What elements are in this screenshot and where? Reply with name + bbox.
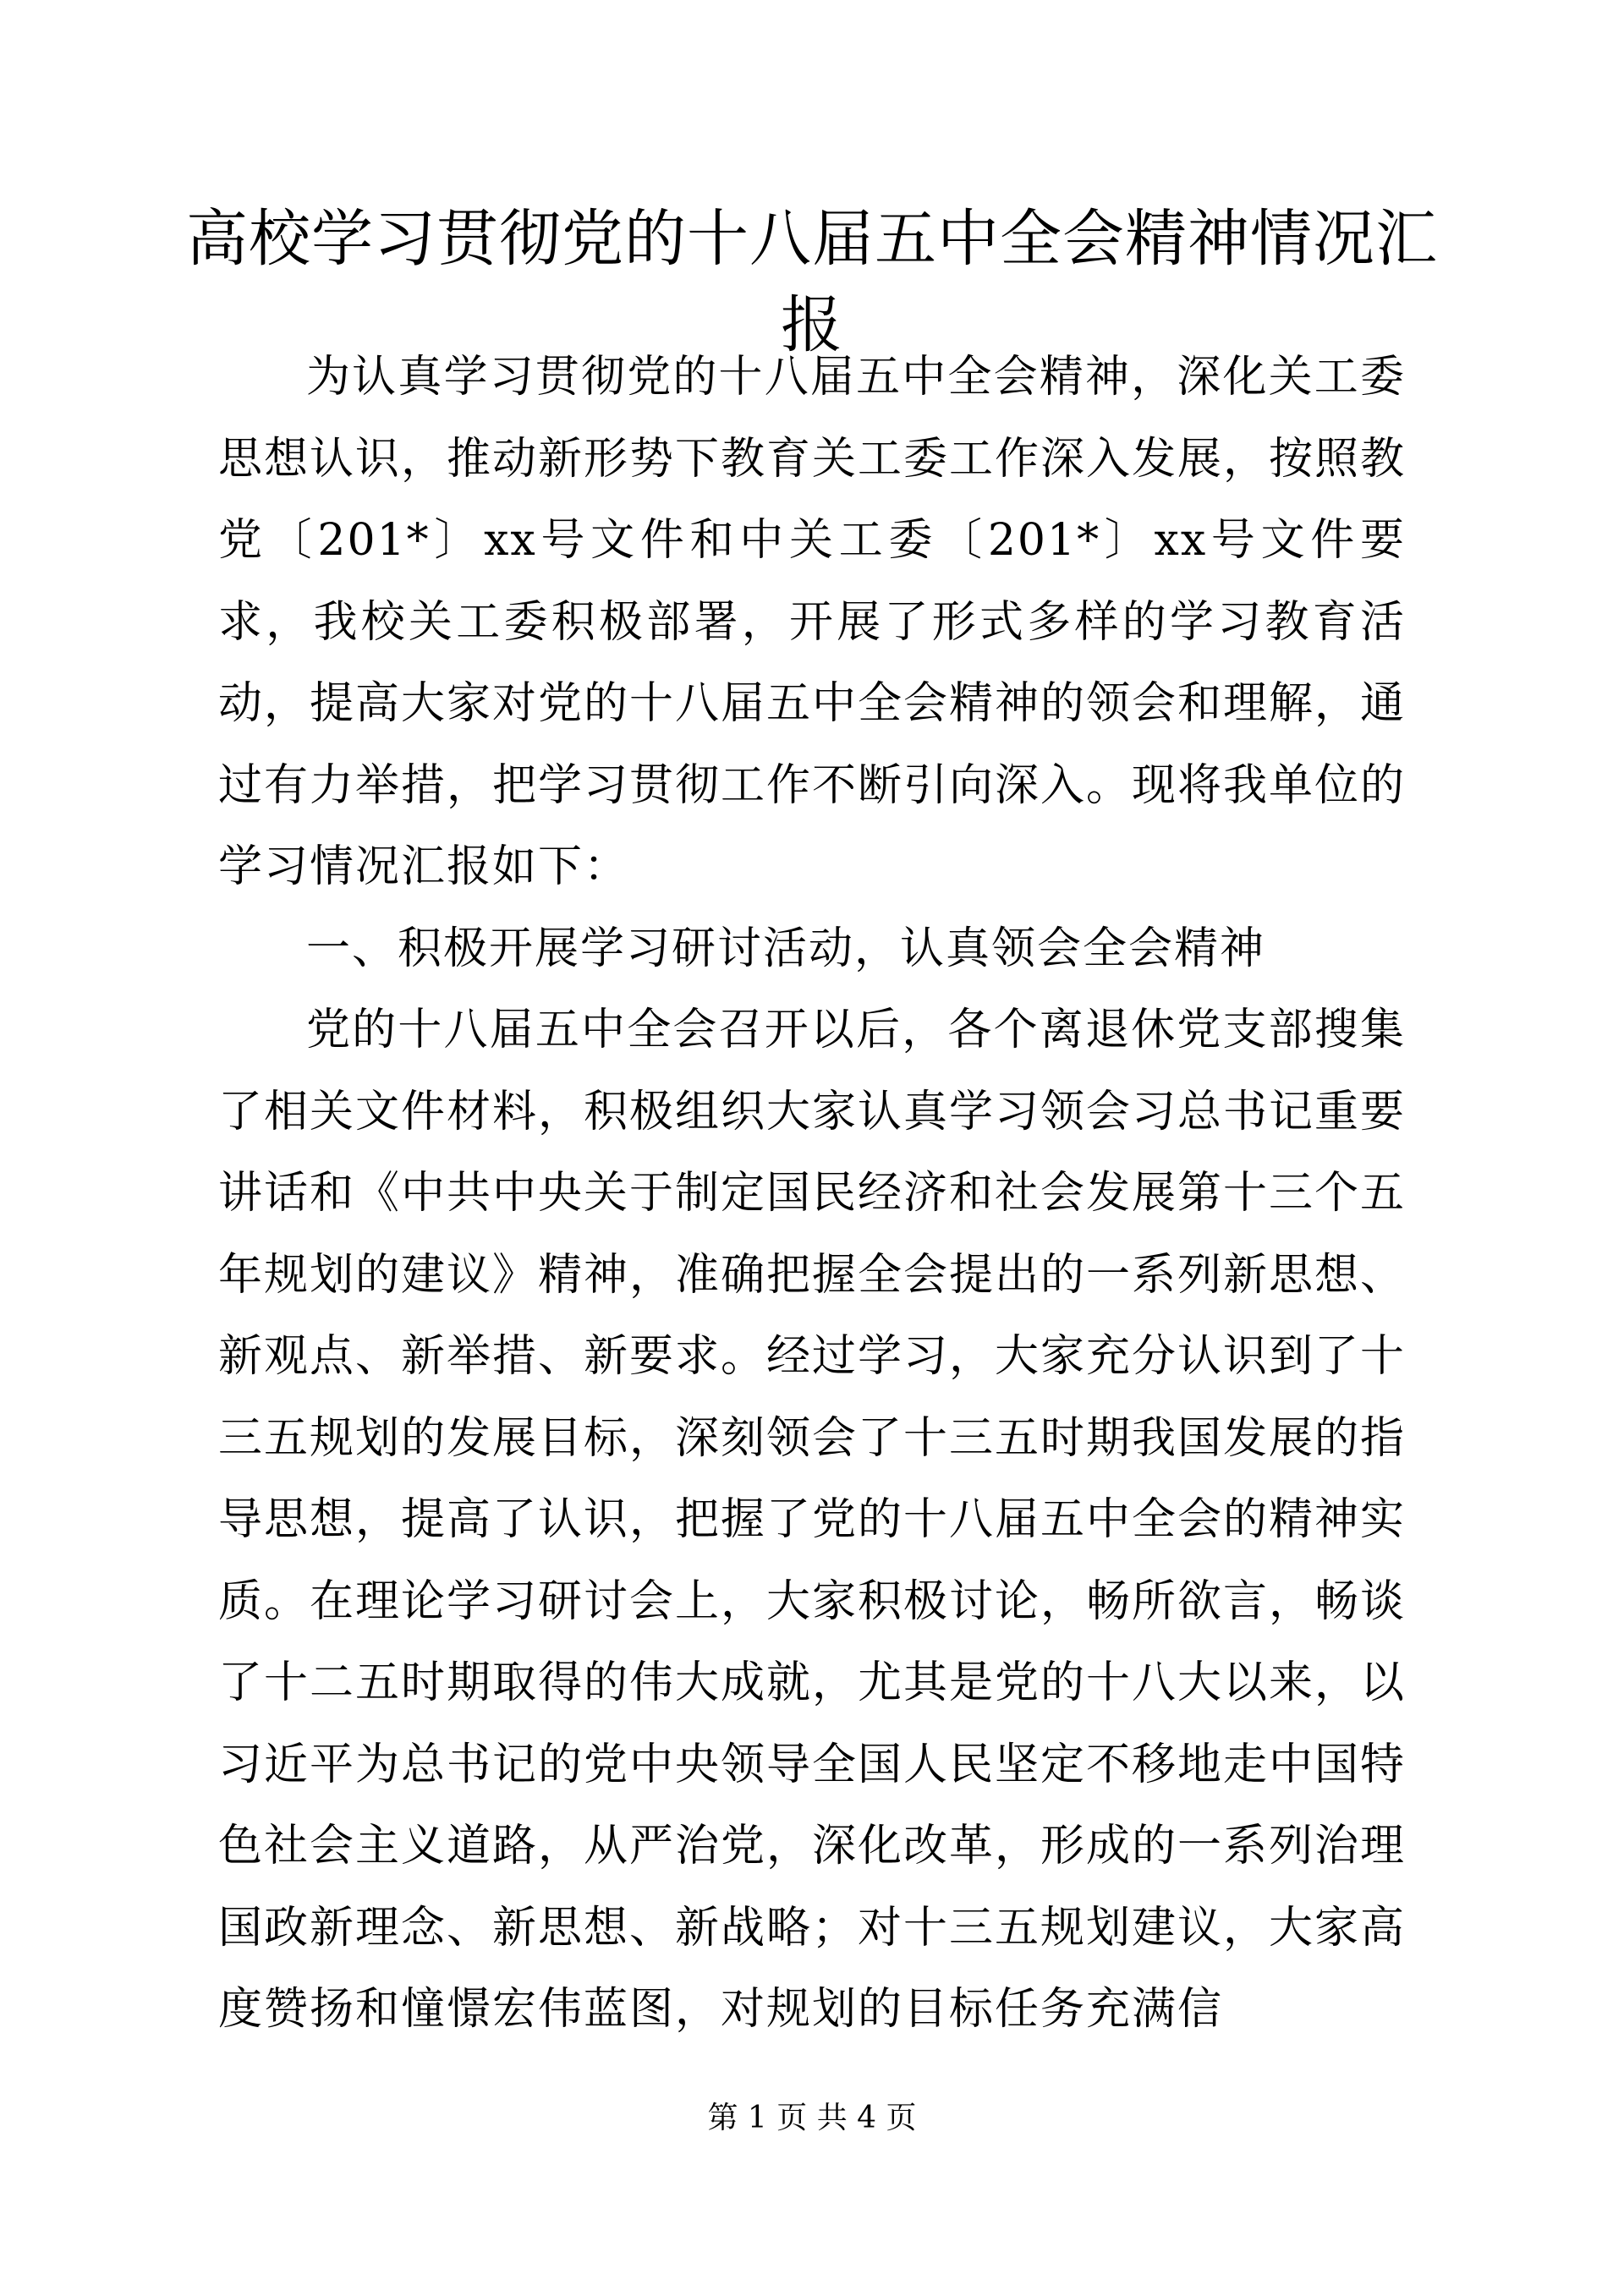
section-heading: 一、积极开展学习研讨活动，认真领会全会精神: [306, 923, 1266, 974]
intro-paragraph: 为认真学习贯彻党的十八届五中全会精神，深化关工委思想认识，推动新形势下教育关工委工作深入发展，按照教党〔201*〕xx号文件和中关工委〔201*〕xx号文件要求，我校关工委积极部署，开展了形式多样的学习教育活动，提高大家对党的十八届五中全会精神的领会和理解，通过有力举措，把学习贯彻工作不断引向深入。现将我单位的学习情况汇报如下：: [218, 352, 1407, 892]
page-number-footer: 第 1 页 共 4 页: [707, 2101, 917, 2135]
document-title: 高校学习贯彻党的十八届五中全会精神情况汇报: [186, 203, 1438, 361]
body-paragraph: 党的十八届五中全会召开以后，各个离退休党支部搜集了相关文件材料，积极组织大家认真学习领会习总书记重要讲话和《中共中央关于制定国民经济和社会发展第十三个五年规划的建议》精神，准确把握全会提出的一系列新思想、新观点、新举措、新要求。经过学习，大家充分认识到了十三五规划的发展目标，深刻领会了十三五时期我国发展的指导思想，提高了认识，把握了党的十八届五中全会的精神实质。在理论学习研讨会上，大家积极讨论，畅所欲言，畅谈了十二五时期取得的伟大成就，尤其是党的十八大以来，以习近平为总书记的党中央领导全国人民坚定不移地走中国特色社会主义道路，从严治党，深化改革，形成的一系列治理国政新理念、新思想、新战略；对十三五规划建议，大家高度赞扬和憧憬宏伟蓝图，对规划的目标任务充满信: [218, 1005, 1407, 2035]
document-body: [218, 337, 1406, 2051]
